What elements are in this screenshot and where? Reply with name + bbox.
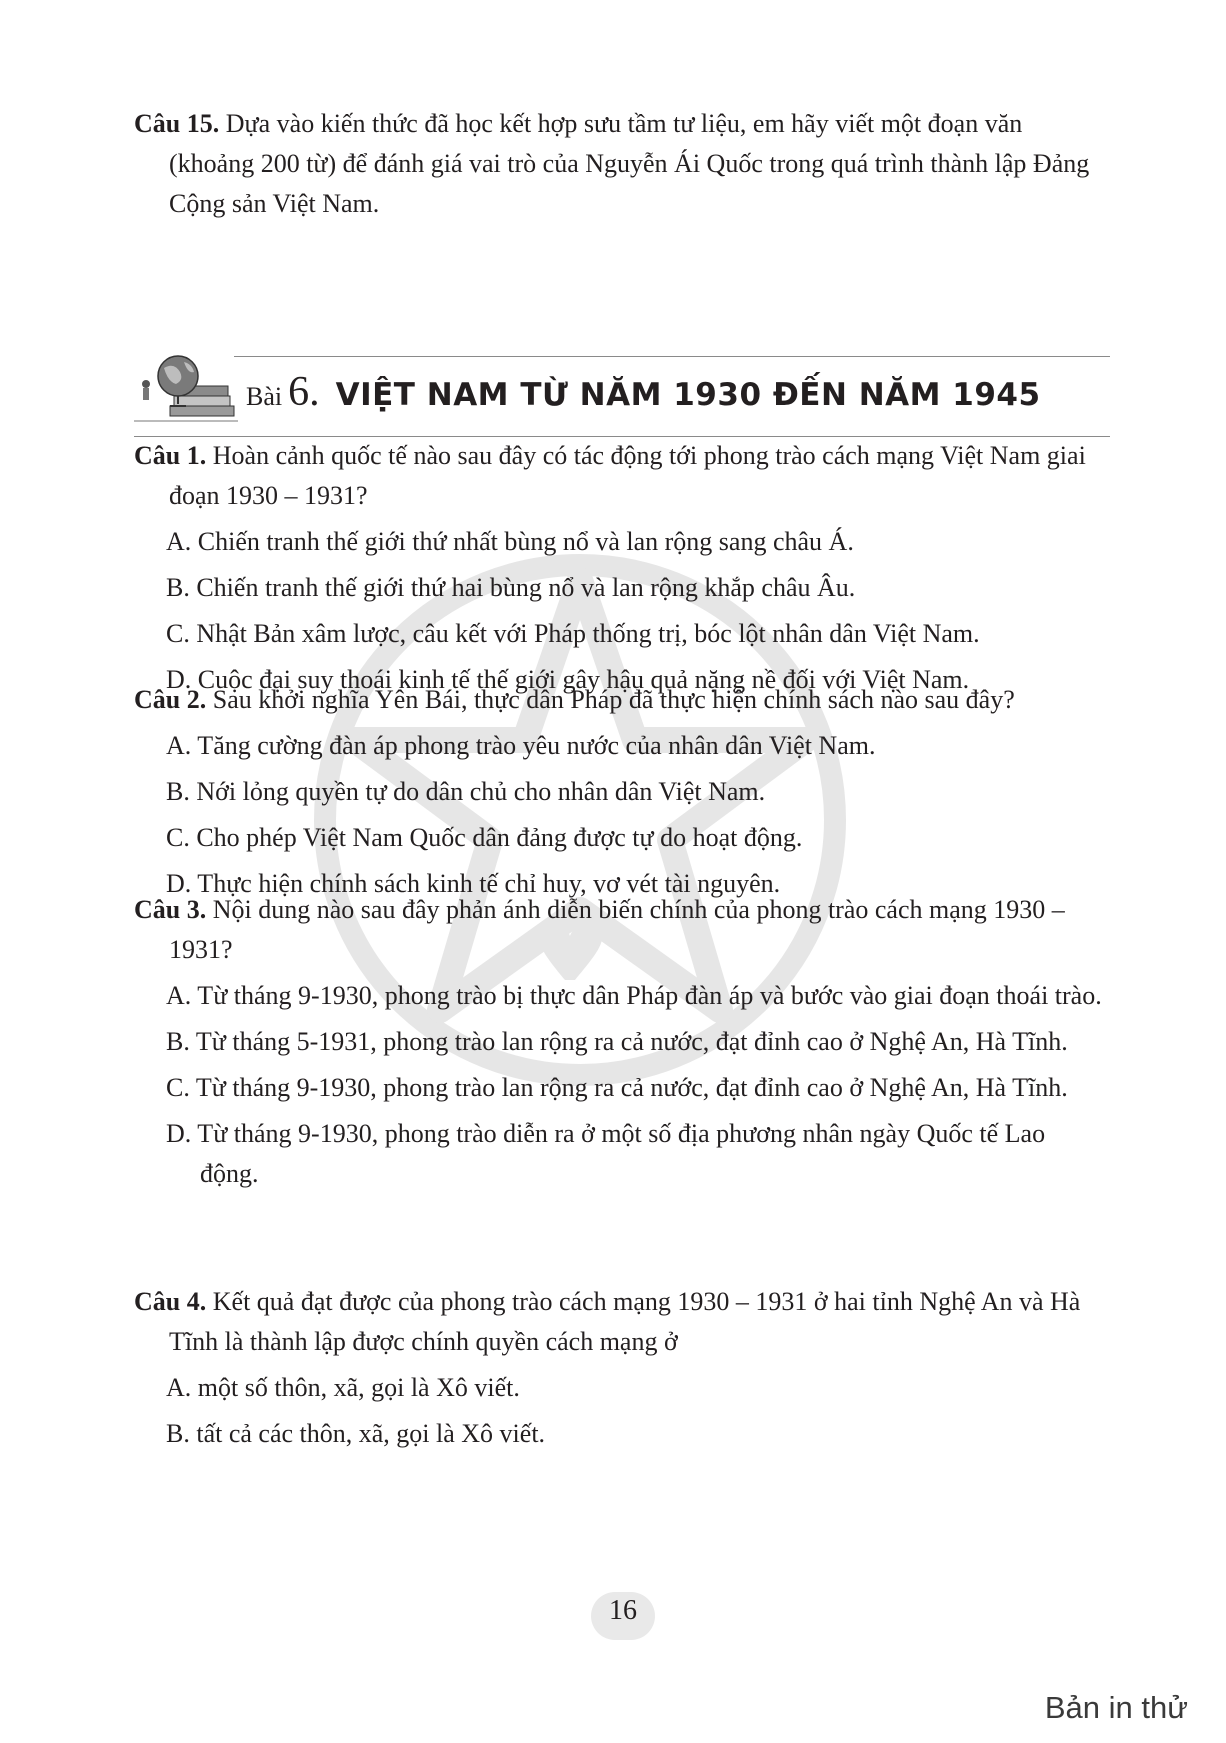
header-rule-top xyxy=(234,356,1110,357)
globe-books-icon xyxy=(134,350,238,430)
option-d: D. Thực hiện chính sách kinh tế chỉ huy, vơ vét tài nguyên. xyxy=(166,869,781,898)
option-c: C. Từ tháng 9-1930, phong trào lan rộng ra cả nước, đạt đỉnh cao ở Nghệ An, Hà Tĩnh. xyxy=(166,1073,1068,1102)
question-3-text xyxy=(134,890,1110,970)
question-body: Nội dung nào sau đây phản ánh diễn biến chính của phong trào cách mạng 1930 – 1931? xyxy=(169,895,1065,964)
question-1 xyxy=(134,436,1110,700)
lesson-title: VIỆT NAM TỪ NĂM 1930 ĐẾN NĂM 1945 xyxy=(335,377,1041,413)
question-label: Câu 4. xyxy=(134,1287,207,1316)
option-a: A. Từ tháng 9-1930, phong trào bị thực dân Pháp đàn áp và bước vào giai đoạn thoái trào. xyxy=(166,981,1102,1010)
question-label: Câu 3. xyxy=(134,895,207,924)
lesson-header xyxy=(134,350,1110,450)
option-b: B. Chiến tranh thế giới thứ hai bùng nổ và lan rộng khắp châu Âu. xyxy=(166,573,856,602)
question-4 xyxy=(134,1282,1110,1454)
option-c: C. Cho phép Việt Nam Quốc dân đảng được tự do hoạt động. xyxy=(166,823,803,852)
question-3 xyxy=(134,890,1110,1194)
question-body: Sau khởi nghĩa Yên Bái, thực dân Pháp đã thực hiện chính sách nào sau đây? xyxy=(212,685,1015,714)
question-1-text xyxy=(134,436,1110,516)
option-d: D. Cuộc đại suy thoái kinh tế thế giới gây hậu quả nặng nề đối với Việt Nam. xyxy=(166,665,970,694)
question-body: Dựa vào kiến thức đã học kết hợp sưu tầm tư liệu, em hãy viết một đoạn văn (khoảng 200 từ) để đánh giá vai trò của Nguyễn Ái Quốc trong quá trình thành lập Đảng Cộng sản Việt Nam. xyxy=(169,109,1090,218)
option-a: A. Tăng cường đàn áp phong trào yêu nước của nhân dân Việt Nam. xyxy=(166,731,876,760)
option-b: B. Nới lỏng quyền tự do dân chủ cho nhân dân Việt Nam. xyxy=(166,777,766,806)
question-body: Hoàn cảnh quốc tế nào sau đây có tác động tới phong trào cách mạng Việt Nam giai đoạn 1930 – 1931? xyxy=(169,441,1086,510)
question-15 xyxy=(134,104,1110,224)
question-label: Câu 15. xyxy=(134,109,220,138)
option-a: A. một số thôn, xã, gọi là Xô viết. xyxy=(166,1373,520,1402)
option-a: A. Chiến tranh thế giới thứ nhất bùng nổ và lan rộng sang châu Á. xyxy=(166,527,854,556)
question-4-text xyxy=(134,1282,1110,1362)
question-2 xyxy=(134,680,1110,904)
option-b: B. Từ tháng 5-1931, phong trào lan rộng ra cả nước, đạt đỉnh cao ở Nghệ An, Hà Tĩnh. xyxy=(166,1027,1068,1056)
question-label: Câu 2. xyxy=(134,685,207,714)
page-number: 16 xyxy=(609,1595,637,1626)
question-label: Câu 1. xyxy=(134,441,207,470)
question-15-text xyxy=(134,104,1110,224)
draft-label: Bản in thử xyxy=(1044,1690,1188,1725)
lesson-title-line xyxy=(246,368,1041,428)
option-d: D. Từ tháng 9-1930, phong trào diễn ra ở một số địa phương nhân ngày Quốc tế Lao động. xyxy=(166,1119,1046,1188)
question-body: Kết quả đạt được của phong trào cách mạng 1930 – 1931 ở hai tỉnh Nghệ An và Hà Tĩnh là thành lập được chính quyền cách mạng ở xyxy=(169,1287,1081,1356)
option-c: C. Nhật Bản xâm lược, câu kết với Pháp thống trị, bóc lột nhân dân Việt Nam. xyxy=(166,619,980,648)
option-b: B. tất cả các thôn, xã, gọi là Xô viết. xyxy=(166,1419,546,1448)
lesson-prefix: Bài xyxy=(246,382,283,411)
question-2-text xyxy=(134,680,1110,720)
lesson-number: 6. xyxy=(288,369,320,415)
